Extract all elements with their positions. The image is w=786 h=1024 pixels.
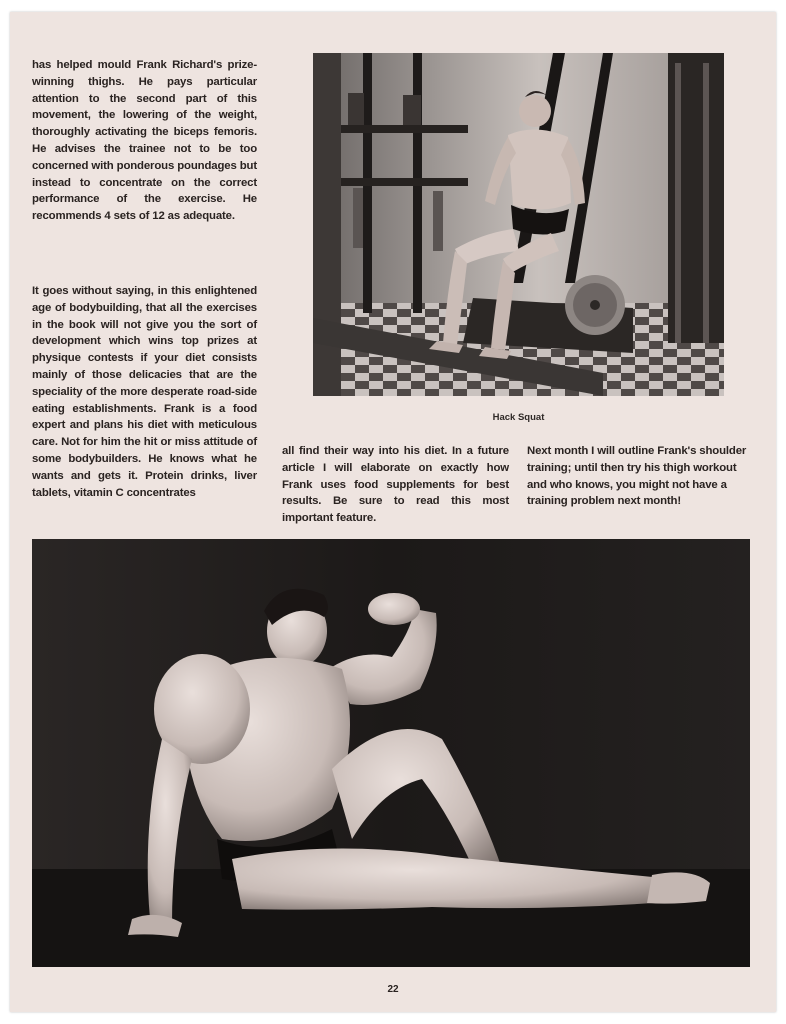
- posing-photo: [32, 539, 750, 967]
- posing-illustration: [32, 539, 750, 967]
- article-paragraph-4: Next month I will outline Frank's shoulder training; until then try his thigh workout and who knows, you might not have a training problem next month!: [527, 445, 747, 508]
- article-paragraph-3: all find their way into his diet. In a future article I will elaborate on exactly how Frank uses food supplements for best results. Be sure to read this most important feature.: [282, 445, 509, 525]
- hack-squat-illustration: [313, 53, 724, 396]
- article-paragraph-1: has helped mould Frank Richard's prize-winning thighs. He pays particular attention to the second part of this movement, the lowering of the weight, thoroughly activating the biceps femoris. He advises the trainee not to be too concerned with ponderous poundages but instead to concentrate on the correct performance of the exercise. He recommends 4 sets of 12 as adequate.: [32, 59, 257, 223]
- page-number: 22: [387, 984, 399, 995]
- hack-squat-photo: [313, 53, 724, 396]
- photo-caption: Hack Squat: [492, 412, 545, 423]
- article-paragraph-2: It goes without saying, in this enlightened age of bodybuilding, that all the exercises in the book will not give you the sort of development which wins top prizes at physique contests if your diet consists mainly of those delicacies that are the speciality of the more desperate road-side eating establishments. Frank is a food expert and plans his diet with meticulous care. Not for him the hit or miss attitude of some bodybuilders. He knows what he wants and gets it. Protein drinks, liver tablets, vitamin C concentrates: [32, 285, 257, 499]
